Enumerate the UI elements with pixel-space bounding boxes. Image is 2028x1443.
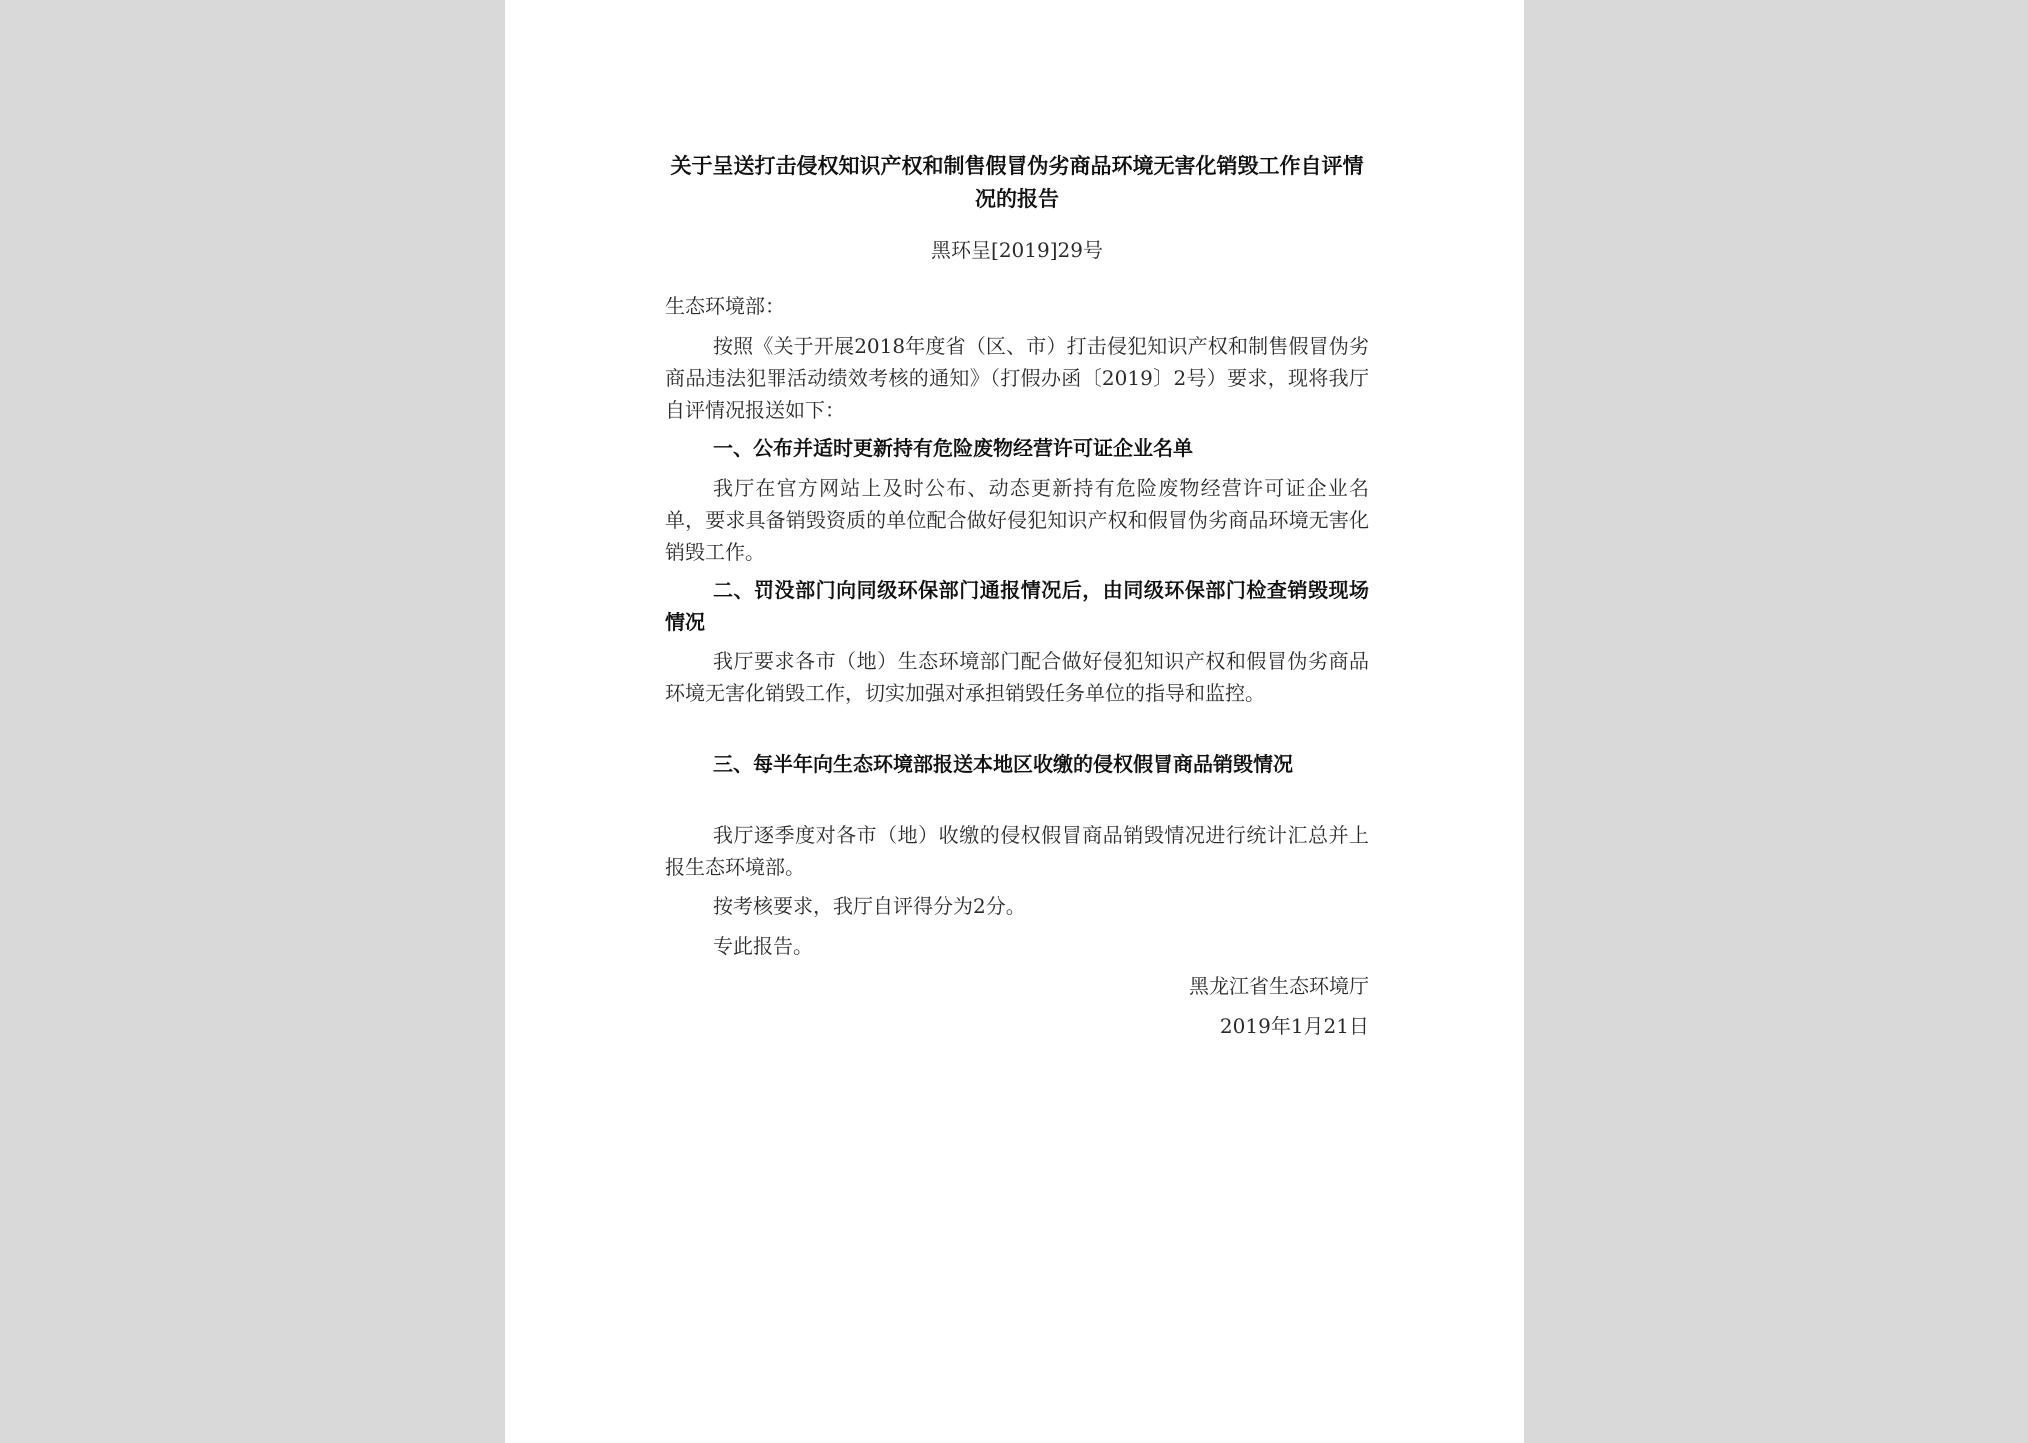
- salutation: 生态环境部：: [665, 294, 785, 318]
- document-date: 2019年1月21日: [1219, 1014, 1369, 1038]
- score-line: 按考核要求，我厅自评得分为2分。: [713, 894, 1026, 918]
- section-1-body: 我厅在官方网站上及时公布、动态更新持有危险废物经营许可证企业名单，要求具备销毁资质的单位配合做好侵犯知识产权和假冒伪劣商品环境无害化销毁工作。: [665, 476, 1369, 564]
- document-title: 关于呈送打击侵权知识产权和制售假冒伪劣商品环境无害化销毁工作自评情况的报告: [670, 154, 1364, 211]
- document-page: [505, 0, 1524, 1443]
- closing-line: 专此报告。: [713, 934, 813, 958]
- document-number: 黑环呈[2019]29号: [931, 238, 1103, 262]
- section-3-body: 我厅逐季度对各市（地）收缴的侵权假冒商品销毁情况进行统计汇总并上报生态环境部。: [665, 823, 1369, 879]
- intro-paragraph: 按照《关于开展2018年度省（区、市）打击侵犯知识产权和制售假冒伪劣商品违法犯罪活动绩效考核的通知》（打假办函〔2019〕2号）要求，现将我厅自评情况报送如下：: [665, 334, 1369, 422]
- section-2-heading: 二、罚没部门向同级环保部门通报情况后，由同级环保部门检查销毁现场情况: [665, 578, 1369, 634]
- section-3-heading: 三、每半年向生态环境部报送本地区收缴的侵权假冒商品销毁情况: [713, 752, 1293, 776]
- section-2-body: 我厅要求各市（地）生态环境部门配合做好侵犯知识产权和假冒伪劣商品环境无害化销毁工作，切实加强对承担销毁任务单位的指导和监控。: [665, 649, 1369, 705]
- section-1-heading: 一、公布并适时更新持有危险废物经营许可证企业名单: [713, 436, 1193, 460]
- signature: 黑龙江省生态环境厅: [1189, 974, 1369, 998]
